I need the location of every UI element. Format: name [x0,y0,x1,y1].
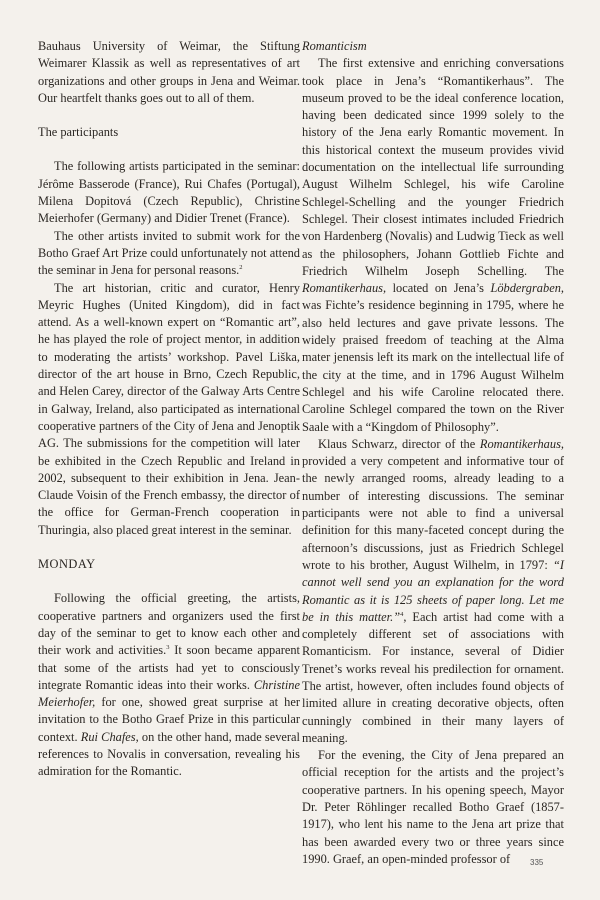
paragraph-artists: The following artists participated in the seminar: Jérôme Basserode (France), Rui Chafes (Portugal), Milena Dopitová (Czech Republic), Christine Meierhofer (Germany) and Didier Trenet (France). [38,159,300,226]
right-column [302,38,564,868]
page-number: 335 [530,858,544,867]
paragraph-absent-text: The other artists invited to submit work for the Botho Graef Art Prize could unfortunately not attend the seminar in Jena for personal reasons. [38,228,300,278]
footnote-ref-4: 4 [400,610,404,618]
footnote-ref-3: 3 [166,644,170,652]
artist-name-chafes: Rui Chafes, [80,729,139,744]
text-run: Following the official greeting, the artists, cooperative partners and organizers used the first day of the seminar to get to know each other and their work and activities. [38,591,300,658]
schlegel-quote: “I cannot well send you an explanation for the word Romantic as it is 125 sheets of paper long. Let me be in this matter.” [302,557,564,624]
text-run: It soon became apparent that some of the artists had yet to consciously integrate Romantic ideas into their works. [38,643,300,692]
paragraph-monday [38,590,300,780]
footnote-ref-2: 2 [239,264,243,272]
text-run: on the other hand, made several references to Novalis in conversation, revealing his admiration for the Romantic. [38,729,301,779]
italic-loebdergraben: Löbdergraben, [490,281,564,296]
text-run: located on Jena’s [386,281,491,296]
text-run: Klaus Schwarz, director of the [318,436,480,451]
paragraph-schwarz [302,436,564,747]
heading-monday: MONDAY [38,557,96,572]
text-run: , Each artist had come with a completely different set of associations with Romanticism. For instance, several of Didier Trenet’s works reveal his predilection for ornament. The artist, however, often includes found objects of limited allure in creating decorative objects, often cunningly combined in their many layers of meaning. [302,609,564,745]
text-run: for one, showed great surprise at her invitation to the Botho Graef Prize in this particular context. [38,695,300,744]
paragraph-mentor: The art historian, critic and curator, Henry Meyric Hughes (United Kingdom), did in fact attend. As a well-known expert on “Romantic art”, he has played the role of project mentor, in addition to moderating the artists’ workshop. Pavel Liška, director of the art house in Brno, Czech Republic, and Helen Carey, director of the Galway Arts Centre in Galway, Ireland, also participated as international cooperative partners of the City of Jena and Jenoptik AG. The submissions for the competition will later be exhibited in the Czech Republic and Ireland in 2002, subsequent to their exhibition in Jena. Jean-Claude Voisin of the French embassy, the director of the office for German-French cooperation in Thuringia, also placed great interest in the seminar. [38,280,300,537]
paragraph-romantikerhaus [302,55,564,436]
text-run: The first extensive and enriching conversations took place in Jena’s “Romantikerhaus”. The museum proved to be the ideal conference location, having been dedicated since 1999 solely to the history of the Jena early Romantic movement. In this historical context the museum provides vivid documentation on the intellectual life surrounding August Wilhelm Schlegel, his wife Caroline Schlegel-Schelling and the younger Friedrich Schlegel. Their closest intimates included Friedrich von Hardenberg (Novalis) and Ludwig Tieck as well as the philosophers, Johann Gottlieb Fichte and Friedrich Wilhelm Joseph Schelling. The [302,56,564,278]
paragraph-thanks: Bauhaus University of Weimar, the Stiftung Weimarer Klassik as well as representatives of art organizations and other groups in Jena and Weimar. Our heartfelt thanks goes out to all of them. [38,39,300,105]
text-run: was Fichte’s residence beginning in 1795, where he also held lectures and gave private lessons. The widely praised freedom of teaching at the Alma mater jenensis left its mark on the intellectual life of the city at the time, and in 1796 August Wilhelm Schlegel and his wife Caroline relocated there. Caroline Schlegel compared the town on the River Saale with a “Kingdom of Philosophy”. [302,298,564,434]
italic-romantikerhaus: Romantikerhaus, [302,281,387,296]
heading-romanticism: Romanticism [302,39,367,53]
italic-romantikerhaus: Romantikerhaus, [479,436,564,451]
artist-name-meierhofer: Christine Meierhofer, [38,677,300,710]
text-run: provided a very competent and informative tour of the newly arranged rooms, already leading to a number of interesting discussions. The seminar participants were not able to find a universal definition for this many-faceted concept during the afternoon’s discussions, just as Friedrich Schlegel wrote to his brother, August Wilhelm, in 1797: [302,454,564,572]
left-column [38,38,300,781]
heading-participants: The participants [38,125,119,140]
paragraph-reception: For the evening, the City of Jena prepared an official reception for the artists and the project’s cooperative partners. In his opening speech, Mayor Dr. Peter Röhlinger recalled Botho Graef (1857-1917), who lent his name to the Jena art prize that has been awarded every two or three years since 1990. Graef, an open-minded professor of [302,748,564,866]
paragraph-absent [38,228,300,280]
